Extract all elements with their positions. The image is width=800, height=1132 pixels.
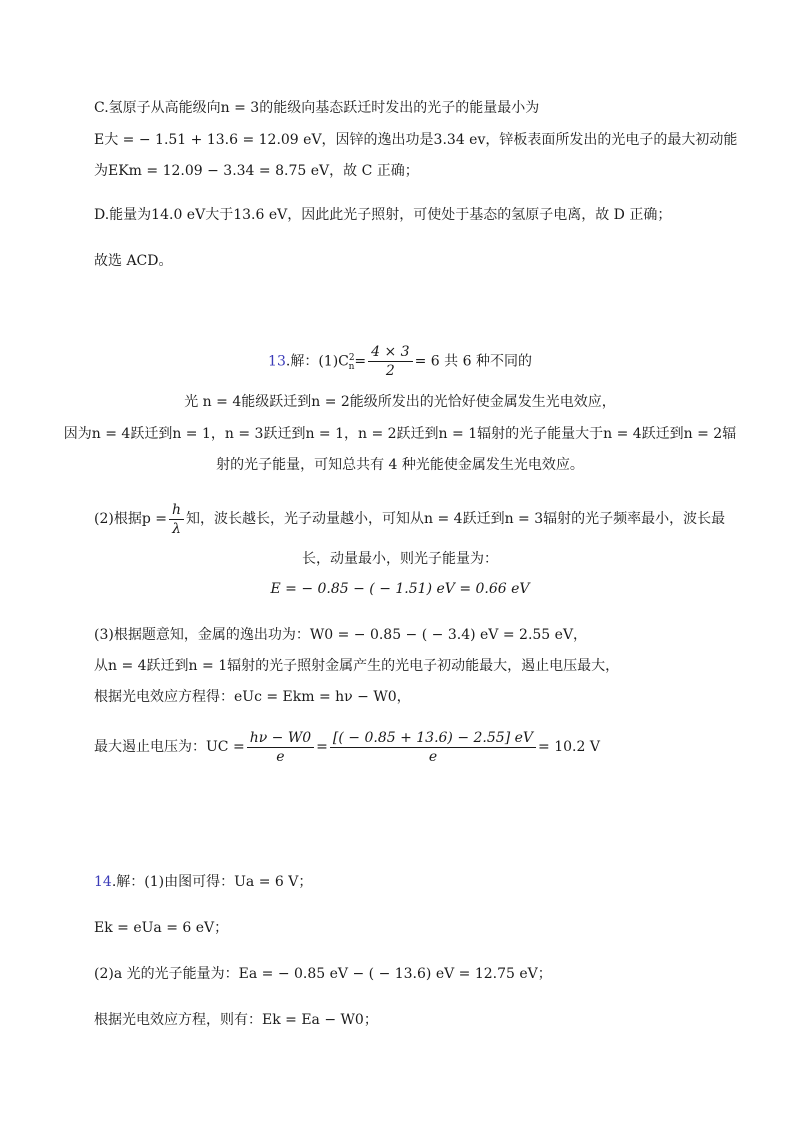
q13-part1-line: 13.解：$(1)C^2_n=$ $\frac{4 \times 3}{2}$ = 6 共 6 种不同的 bbox=[268, 344, 532, 380]
option-d-line: D.能量为14.0 eV大于13.6 eV，因此此光子照射，可使处于基态的氢原子电离，故 D 正确； bbox=[94, 207, 672, 223]
q13-part1-line-4: 射的光子能量，可知总共有 4 种光能使金属发生光电效应。 bbox=[216, 457, 584, 473]
q13-part2-line-2: 长，动量最小，则光子能量为： bbox=[302, 551, 498, 567]
q13-h: h bbox=[169, 501, 184, 520]
q13-part3-suffix: = 10.2 V bbox=[538, 739, 600, 755]
q13-part2-line bbox=[94, 500, 725, 538]
q13-part1-prefix: .解：(1)C bbox=[285, 353, 349, 370]
q13-part2-prefix: (2)根据p = bbox=[94, 511, 167, 527]
q13-momentum-fraction bbox=[169, 501, 184, 538]
q13-frac2-denominator: e bbox=[428, 748, 438, 765]
option-c-line-3: 为EKm = 12.09 − 3.34 = 8.75 eV，故 C 正确； bbox=[94, 163, 419, 179]
option-c-line-2: E大 = − 1.51 + 13.6 = 12.09 eV，因锌的逸出功是3.34 ev，锌板表面所发出的光电子的最大初动能 bbox=[94, 132, 738, 148]
q13-frac-denominator: 2 bbox=[385, 363, 395, 380]
q13-part3-line-3: 根据光电效应方程得：eUc = Ekm = hν − W0， bbox=[94, 689, 411, 705]
q13-lambda: λ bbox=[172, 520, 181, 537]
q13-part2-suffix: 知，波长越长，光子动量越小，可知从n = 4跃迁到n = 3辐射的光子频率最小，波长最 bbox=[186, 511, 726, 527]
q13-part3-line-1: (3)根据题意知，金属的逸出功为：W0 = − 0.85 − ( − 3.4) eV = 2.55 eV， bbox=[94, 627, 588, 643]
q13-part1-suffix: = 6 共 6 种不同的 bbox=[414, 353, 532, 370]
q13-part3-prefix: 最大遏止电压为：UC = bbox=[94, 739, 245, 755]
q14-line-4: 根据光电效应方程，则有：Ek = Ea − W0； bbox=[94, 1012, 378, 1028]
q13-frac2-numerator: [( − 0.85 + 13.6) − 2.55] eV bbox=[330, 729, 536, 748]
q13-part2-equation: E = − 0.85 − ( − 1.51) eV = 0.66 eV bbox=[270, 581, 530, 597]
q13-part3-line-2: 从n = 4跃迁到n = 1辐射的光子照射金属产生的光电子初动能最大，遏止电压最大， bbox=[94, 658, 620, 674]
q14-line-1 bbox=[94, 872, 312, 892]
answer-line: 故选 ACD。 bbox=[94, 253, 173, 269]
q14-line-1-text: .解：(1)由图可得：Ua = 6 V； bbox=[111, 874, 313, 890]
q13-part1-line-3: 因为n = 4跃迁到n = 1，n = 3跃迁到n = 1，n = 2跃迁到n = 1辐射的光子能量大于n = 4跃迁到n = 2辐 bbox=[63, 426, 737, 442]
q14-line-2: Ek = eUa = 6 eV； bbox=[94, 920, 229, 936]
q14-line-3: (2)a 光的光子能量为：Ea = − 0.85 eV − ( − 13.6) eV = 12.75 eV； bbox=[94, 966, 552, 982]
q13-voltage-fraction-2 bbox=[330, 729, 536, 766]
q13-frac-numerator: 4 × 3 bbox=[368, 343, 412, 362]
q13-part1-line-2: 光 n = 4能级跃迁到n = 2能级所发出的光恰好使金属发生光电效应， bbox=[184, 394, 616, 410]
q13-part3-equation: 最大遏止电压为：UC = $\frac{h\nu - W0}{e}$ = $\frac{[( - 0.85 + 13.6) - 2.55] eV}{e}$ = 10.2 V bbox=[94, 729, 600, 765]
q13-voltage-fraction-1 bbox=[247, 729, 314, 766]
q13-frac1-numerator: hν − W0 bbox=[247, 729, 314, 748]
option-c-line-1: C.氢原子从高能级向n = 3的能级向基态跃迁时发出的光子的能量最小为 bbox=[94, 100, 540, 116]
q13-frac1-denominator: e bbox=[276, 748, 285, 765]
q13-combination-fraction bbox=[368, 343, 412, 380]
q13-number: 13 bbox=[268, 353, 286, 370]
q14-number: 14 bbox=[94, 874, 112, 890]
